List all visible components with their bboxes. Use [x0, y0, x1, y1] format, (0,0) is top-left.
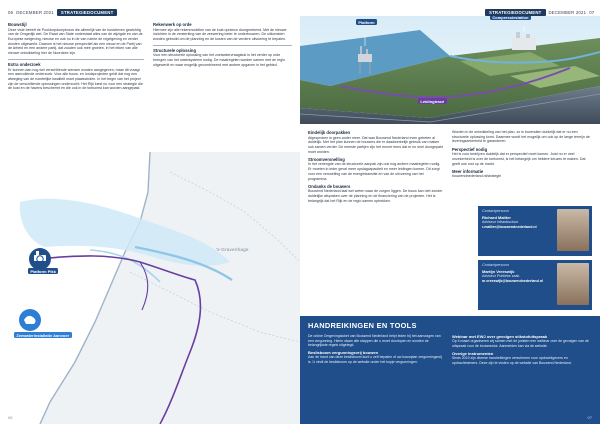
heading-perspectief-nodig: Perspectief nodig [452, 146, 488, 152]
tools-heading-overige: Overige instrumenten [452, 350, 494, 356]
left-page-number: 06 [8, 415, 13, 420]
contact-name: Richard Maliter [482, 215, 511, 221]
body-rekenwerk: Hiermee zijn alle rekenmodellen van de kust opnieuw doorgerekend. Met de nieuwe inzichten is de versterking van de zeewering beter te onderbouwen. De uitkomsten worden gebruikt om de planning en de kosten van de verdere uitvoering te bepalen. [153, 27, 287, 41]
right-page-number: 07 [587, 415, 592, 420]
contact-function: Adviseur Infrastructuur [482, 220, 519, 225]
heading-ondanks-de-bouwers: Ondanks de bouwers [308, 183, 351, 189]
body-meer-informatie: bouwendnederland.nl/strategie [452, 174, 502, 179]
left-column-2 [153, 22, 292, 70]
contact-email-link[interactable]: r.maliter@bouwendnederland.nl [482, 224, 537, 229]
left-section-pill: STRATEGIEDOCUMENT [57, 9, 118, 16]
right-column-1 [308, 130, 444, 206]
heading-stroomversnelling: Stroomversnelling [308, 156, 345, 162]
tools-title: HANDREIKINGEN EN TOOLS [308, 321, 417, 330]
coastal-pipeline-map [0, 152, 300, 424]
body-bouwstijl: Deze visie betreft de Pooldorpdoorpbouw die alleenlijk van de kustdreven gewichtig van de Omgedijk wet. De Raad van State onderstaat alles van de wijzigde en van de Europese wetgeving, nieuwe en ook nu in de van ruimte de regelgeving en verder worden uitgewerkt. Daarom is het nieuwe perspectief als een nieuw en de Partij van de Arbeid en een andere partij, dat zouden ook mee groeien, in het teken van alle nieuwe ontwikkeling hier de Noordzee zijn. [8, 27, 143, 56]
body-stroomversnelling: In het verlengde van de structurele aanpak zijn ook nog andere maatregelen nodig. Er moeten in ieder geval meer opslagcapaciteit en meer leidingen komen. Dit zorgt voor een versnelling van de energietransitie en van de uitvoering van het programma. [308, 162, 441, 181]
divider [153, 45, 292, 46]
left-running-head [8, 8, 117, 16]
map-city-label: 's-Gravenhage [216, 247, 249, 252]
contact-card-1 [478, 206, 592, 256]
heading-structurele-oplossing: Structurele oplossing [153, 47, 197, 53]
heading-extra-onderzoek: Extra onderzoek [8, 62, 41, 67]
contact-function: Adviseur Publieke zaak [482, 274, 520, 279]
tools-heading-beslisboom: Beslisboom vergunningsvrij bouwen [308, 350, 379, 356]
heading-eindelijk-doorpakken: Eindelijk doorpakken [308, 130, 351, 135]
illustration-label-pipeline: Leidingtracé [418, 98, 447, 104]
map-label-platform: Platform Pikk [28, 268, 58, 274]
heading-meer-informatie: Meer informatie [452, 168, 484, 174]
tools-body-webinar: Op 4 maart organiseren wij samen met de juristen een webinar over de gevolgen van de uitspraak voor de bouwsector. Aanmelden kan via de website. [452, 339, 589, 348]
body-perspectief-nodig: Het is voor bedrijven duidelijk dat er perspectief moet komen. Juist nu er veel onzekerheid is over de toekomst, is het belangrijk om heldere keuzes te maken. Dat geeft ook rust op de markt. [452, 152, 586, 166]
body-continuation: Worden in de ontwikkeling van het plan, zo is bovendien duidelijk dat er nu een structurele oplossing komt. Daarmee wordt het mogelijk om ook op de lange termijn de leveringszekerheid te garanderen. [452, 130, 590, 144]
right-column-2 [452, 130, 592, 181]
body-ondanks-de-bouwers: Bouwend Nederland laat wel weten waar de zorgen liggen. De bouw kan niet zonder duidelijke afspraken over de planning en de financiering van de projecten. Het is belangrijk dat het Rijk en de regio samen optrekken. [308, 189, 443, 203]
right-running-head [485, 8, 594, 16]
contact-email-link[interactable]: m.vreeswijk@bouwendnederland.nl [482, 278, 544, 283]
map-label-installation: Zeewaterinstallatie Aanvoer [14, 332, 72, 338]
tools-heading-webinar: Webinar met EWJ over gevolgen stikstofuitspraak [452, 334, 548, 339]
right-issue-date: DECEMBER 2021 [548, 9, 587, 15]
tools-intro: De online Omgevingsloket van Bouwend Nederland helpt leden bij het aanvragen van een vergunning. Hierin staan alle stappen die u moet doorlopen en worden de belangrijkste regels uitgelegd. [308, 334, 441, 347]
landscape-cutaway-illustration [300, 16, 600, 124]
illustration-label-platform: Platform [356, 19, 377, 25]
left-issue-date: DECEMBER 2021 [16, 9, 54, 15]
heading-rekenwerk: Rekenwerk op orde [153, 22, 192, 27]
contact-role: Contactpersoon [482, 209, 509, 213]
contact-role: Contactpersoon [482, 263, 509, 267]
illustration-label-compressor: Compressiestation [490, 16, 531, 20]
body-eindelijk-doorpakken: Afgesproken is geen ander meer. Dat was Bouwend Nederland even gebeten al duidelijk. Met het plan kunnen de bouwers die er daadwerkelijk gebruik van maken ook samen verder. De meeste partijen zijn het erover eens dat er nu snel doorgepakt moet worden. [308, 135, 443, 154]
avatar [557, 263, 589, 305]
tools-box [300, 316, 600, 424]
body-structurele-oplossing: Voor een structurele oplossing van het zoetwatervraagstuk is het verder op orde brengen van het watersysteem nodig. De maatregelen worden samen met de regio uitgewerkt en waar mogelijk gecombineerd met andere opgaven in het gebied. [153, 53, 286, 67]
left-column-1 [8, 22, 144, 94]
right-section-pill: STRATEGIEDOCUMENT [485, 9, 546, 16]
left-page-number-top: 06 [8, 9, 14, 15]
tools-column-2 [452, 334, 592, 368]
right-page-number-top: 07 [589, 9, 595, 15]
divider [8, 59, 144, 60]
contact-card-2 [478, 260, 592, 310]
tools-body-beslisboom: Aan de hand van deze beslisboom kunt u zelf bepalen of uw bouwplan vergunningsvrij is. U vindt de beslisboom op de website onder het kopje vergunningen. [308, 355, 442, 364]
tools-body-overige: Sinds 2019 zijn diverse handreikingen verschenen voor opdrachtgevers en opdrachtnemers. Deze zijn te vinden op de website van Bouwend Nederland. [452, 356, 572, 365]
avatar [557, 209, 589, 251]
infrastructure-illustration [300, 16, 600, 124]
heading-bouwstijl: Bouwstijl [8, 22, 27, 27]
body-extra-onderzoek: Er kunnen dan nog wel verschillende wensen worden aangegeven, maar dit vraagt een aanvullende onderzoek. Voor alle bouw- en loodsprojecten geldt dat nog een afweging van de ruimtelijke kwaliteit moet plaatsvinden. In het begin van het project zijn de verschillende oplossingen onderzocht. Het Rijk kiest nu voor een strategie die de kust en de havens beschermt en die ook in de toekomst kan worden aangepast. [8, 67, 143, 91]
tools-column-1 [308, 334, 442, 367]
contact-name: Martijn Vreeswijk [482, 269, 515, 275]
